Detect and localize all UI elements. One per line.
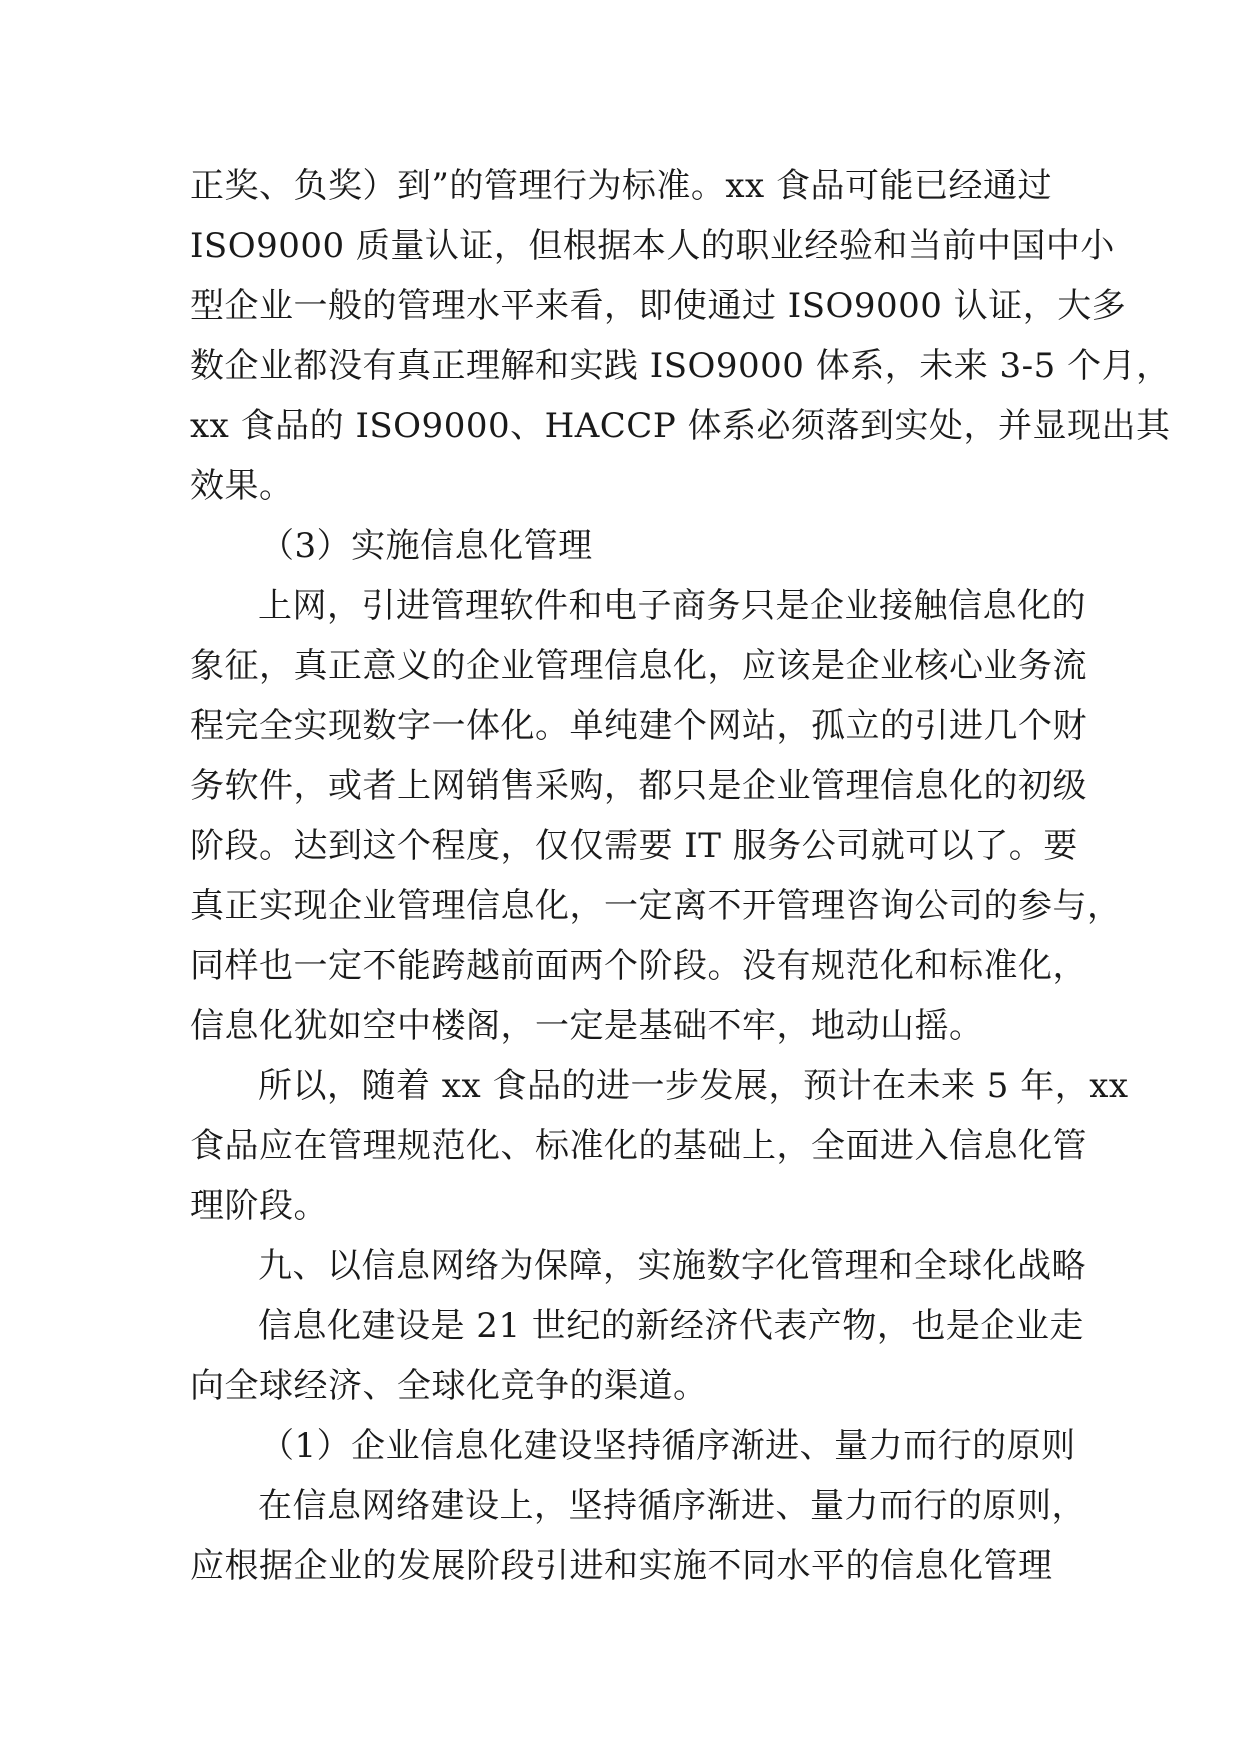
text-line: 型企业一般的管理水平来看，即使通过 ISO9000 认证，大多 <box>190 286 1127 326</box>
text-line: 应根据企业的发展阶段引进和实施不同水平的信息化管理 <box>190 1546 1053 1586</box>
text-line: xx 食品的 ISO9000、HACCP 体系必须落到实处，并显现出其 <box>190 406 1171 446</box>
text-line: 真正实现企业管理信息化，一定离不开管理咨询公司的参与， <box>190 886 1122 926</box>
text-line: 九、以信息网络为保障，实施数字化管理和全球化战略 <box>258 1246 1086 1286</box>
section-heading-line: （3）实施信息化管理 <box>260 526 593 566</box>
text-line: 象征，真正意义的企业管理信息化，应该是企业核心业务流 <box>190 646 1087 686</box>
text-line: ISO9000 质量认证，但根据本人的职业经验和当前中国中小 <box>190 226 1115 266</box>
text-line: 在信息网络建设上，坚持循序渐进、量力而行的原则， <box>258 1486 1086 1526</box>
text-line: 信息化建设是 21 世纪的新经济代表产物，也是企业走 <box>258 1306 1084 1346</box>
text-line: 上网，引进管理软件和电子商务只是企业接触信息化的 <box>258 586 1086 626</box>
text-line: 理阶段。 <box>190 1186 328 1226</box>
text-line: 效果。 <box>190 466 294 506</box>
text-line: 务软件，或者上网销售采购，都只是企业管理信息化的初级 <box>190 766 1087 806</box>
text-line: 正奖、负奖）到”的管理行为标准。xx 食品可能已经通过 <box>190 166 1053 206</box>
text-line: 信息化犹如空中楼阁，一定是基础不牢，地动山摇。 <box>190 1006 984 1046</box>
text-line: 阶段。达到这个程度，仅仅需要 IT 服务公司就可以了。要 <box>190 826 1078 866</box>
text-line: 所以，随着 xx 食品的进一步发展，预计在未来 5 年，xx <box>258 1066 1129 1106</box>
document-body <box>190 156 1171 1596</box>
text-line: 程完全实现数字一体化。单纯建个网站，孤立的引进几个财 <box>190 706 1087 746</box>
text-line: 同样也一定不能跨越前面两个阶段。没有规范化和标准化， <box>190 946 1087 986</box>
text-line: 食品应在管理规范化、标准化的基础上，全面进入信息化管 <box>190 1126 1087 1166</box>
text-line: 数企业都没有真正理解和实践 ISO9000 体系，未来 3-5 个月， <box>190 346 1171 386</box>
text-line: 向全球经济、全球化竞争的渠道。 <box>190 1366 708 1406</box>
section-heading-line: （1）企业信息化建设坚持循序渐进、量力而行的原则 <box>260 1426 1076 1466</box>
